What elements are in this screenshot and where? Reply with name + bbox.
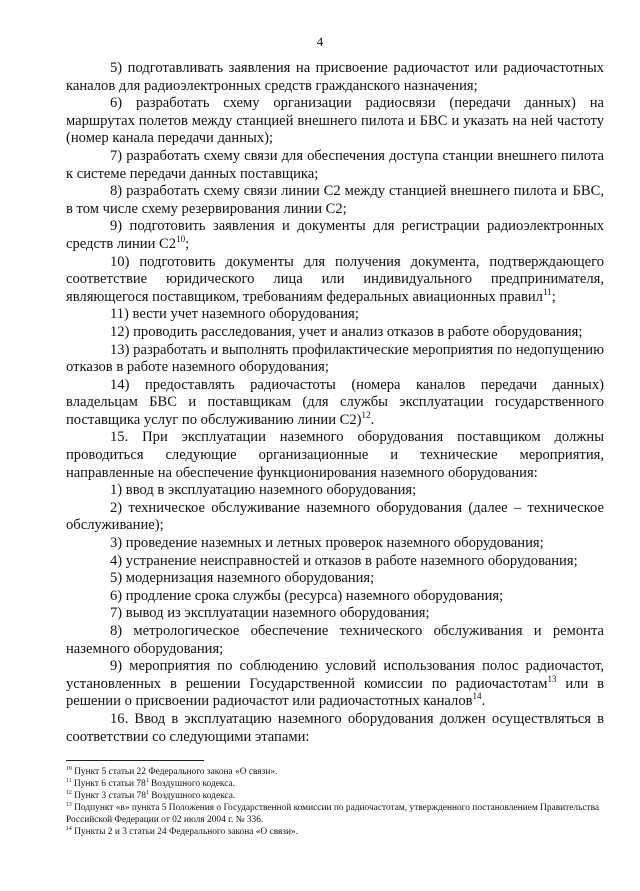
paragraph-text: 8) разработать схему связи линии С2 между станцией внешнего пилота и БВС, в том числе схему резервирования линии С2; bbox=[66, 183, 604, 217]
footnote-ref: 11 bbox=[542, 286, 552, 297]
footnote-ref: 10 bbox=[176, 234, 186, 245]
paragraph bbox=[66, 658, 604, 711]
footnote-text: Пункт 3 статьи 78 bbox=[71, 791, 146, 801]
footnote-text: Пункты 2 и 3 статьи 24 Федерального закона «О связи». bbox=[71, 827, 299, 837]
paragraph-text: 10) подготовить документы для получения документа, подтверждающего соответствие юридического лица или индивидуального предпринимателя, являющегося поставщиком, требованиям федеральных авиационных правил bbox=[66, 253, 604, 305]
paragraph bbox=[66, 553, 604, 571]
footnote bbox=[66, 826, 611, 838]
paragraph-text: 6) разработать схему организации радиосвязи (передачи данных) на маршрутах полетов между станцией внешнего пилота и БВС и указать на ней частоту (номер канала передачи данных); bbox=[66, 95, 604, 147]
paragraph bbox=[66, 588, 604, 606]
document-body bbox=[66, 60, 604, 746]
paragraph bbox=[66, 183, 604, 218]
paragraph-punct: ; bbox=[551, 288, 556, 305]
paragraph-text: 11) вести учет наземного оборудования; bbox=[110, 306, 359, 323]
footnote-separator bbox=[66, 760, 204, 761]
paragraph bbox=[66, 535, 604, 553]
paragraph bbox=[66, 254, 604, 307]
paragraph bbox=[66, 570, 604, 588]
footnote-sup: 1 bbox=[145, 777, 149, 784]
paragraph-text: 9) мероприятия по соблюдению условий использования полос радиочастот, установленных в решении Государственной комиссии по радиочастотам bbox=[66, 658, 604, 692]
footnote-sup: 1 bbox=[145, 789, 149, 796]
footnote-ref: 14 bbox=[472, 691, 482, 702]
paragraph-text: 1) ввод в эксплуатацию наземного оборудования; bbox=[110, 482, 417, 499]
paragraph-text: 16. Ввод в эксплуатацию наземного оборудования должен осуществляться в соответствии со следующими этапами: bbox=[66, 710, 604, 745]
paragraph bbox=[66, 60, 604, 95]
paragraph-text: 2) техническое обслуживание наземного оборудования (далее – техническое обслуживание); bbox=[66, 499, 604, 534]
footnote-number: 11 bbox=[66, 777, 72, 784]
paragraph-text: 6) продление срока службы (ресурса) наземного оборудования; bbox=[110, 587, 504, 604]
paragraph bbox=[66, 605, 604, 623]
footnote-ref: 12 bbox=[361, 410, 371, 421]
footnote-ref: 13 bbox=[547, 673, 557, 684]
paragraph-text: 7) вывод из эксплуатации наземного оборудования; bbox=[110, 605, 430, 622]
paragraph bbox=[66, 377, 604, 430]
footnote-number: 13 bbox=[66, 801, 72, 808]
paragraph-text: 4) устранение неисправностей и отказов в работе наземного оборудования; bbox=[110, 552, 578, 569]
footnote-text: Подпункт «в» пункта 5 Положения о Государственной комиссии по радиочастотам, утвержденного постановлением Правительства Российской Федерации от 02 июля 2004 г. № 336. bbox=[66, 803, 600, 825]
paragraph-text: 14) предоставлять радиочастоты (номера каналов передачи данных) владельцам БВС и поставщикам (для службы эксплуатации государственного поставщика услуг по обслуживанию линии С2) bbox=[66, 376, 604, 428]
footnote-number: 14 bbox=[66, 825, 72, 832]
footnote-number: 12 bbox=[66, 789, 72, 796]
paragraph-text: 13) разработать и выполнять профилактические мероприятия по недопущению отказов в работе наземного оборудования; bbox=[66, 341, 604, 376]
paragraph-punct: . bbox=[370, 411, 375, 428]
footnote-text: Воздушного кодекса. bbox=[148, 791, 236, 801]
footnote-text: Пункт 5 статьи 22 Федерального закона «О связи». bbox=[71, 767, 278, 777]
footnote bbox=[66, 790, 611, 802]
paragraph bbox=[66, 711, 604, 746]
paragraph bbox=[66, 324, 604, 342]
paragraph-punct: ; bbox=[185, 235, 190, 252]
paragraph bbox=[66, 482, 604, 500]
paragraph-text: 15. При эксплуатации наземного оборудования поставщиком должны проводиться следующие организационные и технические мероприятия, направленные на обеспечение функционирования наземного оборудования: bbox=[66, 429, 604, 481]
paragraph-text: 8) метрологическое обеспечение технического обслуживания и ремонта наземного оборудования; bbox=[66, 623, 604, 657]
paragraph bbox=[66, 218, 604, 253]
paragraph-text: 12) проводить расследования, учет и анализ отказов в работе оборудования; bbox=[110, 323, 583, 340]
footnote-text: Пункт 6 статьи 78 bbox=[71, 779, 146, 789]
paragraph-text: 5) подготавливать заявления на присвоение радиочастот или радиочастотных каналов для радиоэлектронных средств гражданского назначения; bbox=[66, 60, 604, 94]
footnotes bbox=[66, 766, 611, 838]
paragraph bbox=[66, 500, 604, 535]
paragraph bbox=[66, 306, 604, 324]
footnote bbox=[66, 766, 611, 778]
footnote bbox=[66, 778, 611, 790]
page-number: 4 bbox=[316, 34, 324, 49]
footnote-number: 10 bbox=[66, 765, 72, 772]
footnote bbox=[66, 802, 611, 826]
paragraph-text: 3) проведение наземных и летных проверок наземного оборудования; bbox=[110, 535, 544, 552]
paragraph-text: 9) подготовить заявления и документы для регистрации радиоэлектронных средств линии С2 bbox=[66, 218, 604, 252]
paragraph-punct: . bbox=[481, 693, 486, 710]
paragraph bbox=[66, 95, 604, 148]
paragraph-text: 5) модернизация наземного оборудования; bbox=[110, 570, 375, 587]
paragraph-text: или в решении о присвоении радиочастот или радиочастотных каналов bbox=[66, 675, 605, 710]
paragraph bbox=[66, 429, 604, 482]
paragraph bbox=[66, 623, 604, 658]
paragraph bbox=[66, 148, 604, 183]
footnote-text: Воздушного кодекса. bbox=[148, 779, 236, 789]
paragraph-text: 7) разработать схему связи для обеспечения доступа станции внешнего пилота к системе передачи данных поставщика; bbox=[66, 147, 604, 182]
paragraph bbox=[66, 342, 604, 377]
